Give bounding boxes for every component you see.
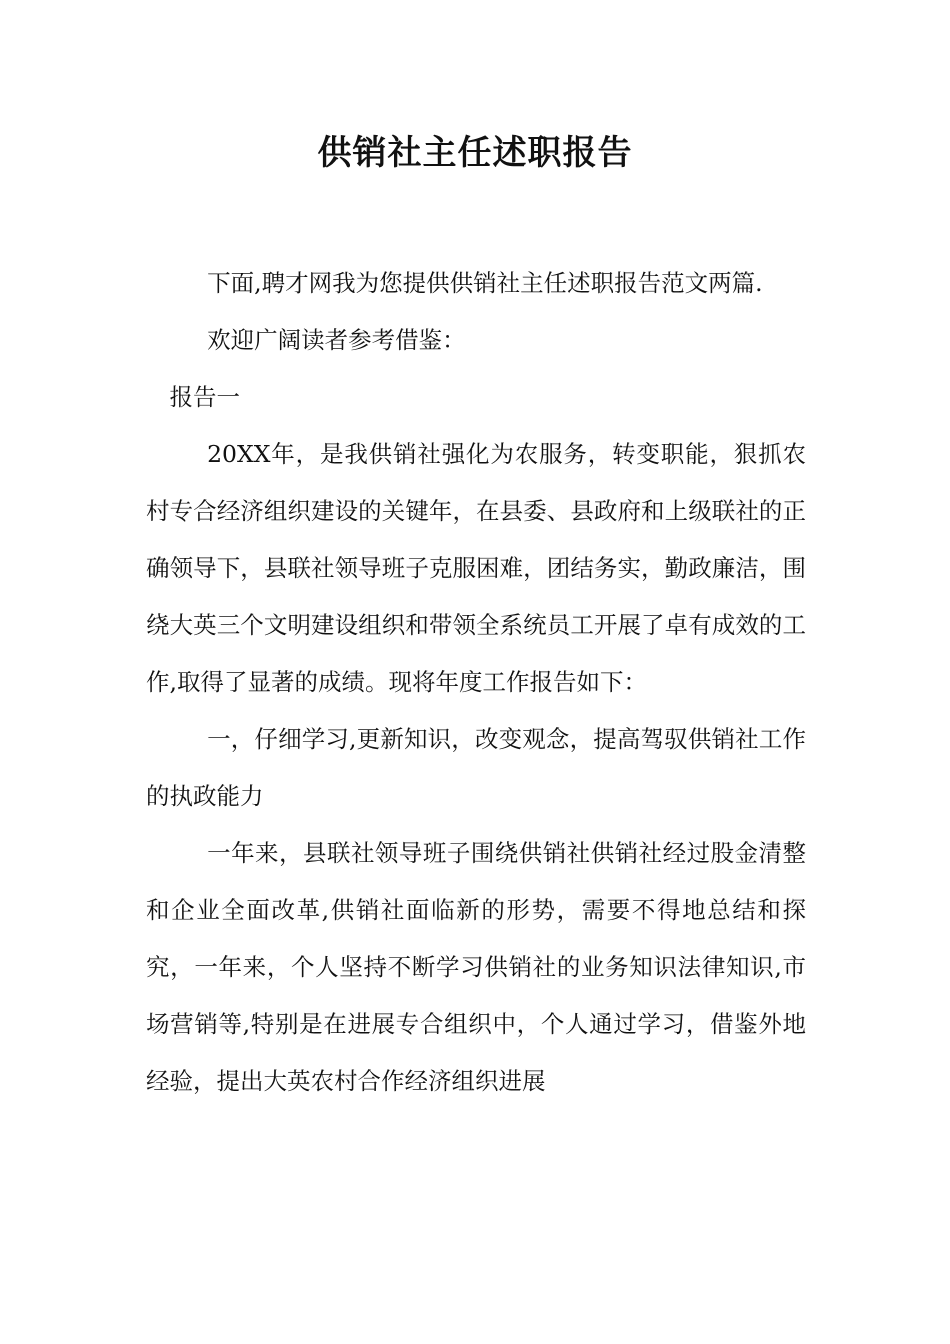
body-paragraph: 一年来，县联社领导班子围绕供销社供销社经过股金清整和企业全面改革,供销社面临新的形势，需要不得地总结和探究，一年来，个人坚持不断学习供销社的业务知识法律知识,市场营销等,特别是在进展专合组织中，个人通过学习，借鉴外地经验，提出大英农村合作经济组织进展 [146,839,806,1095]
document-title: 供销社主任述职报告 [317,133,633,173]
document-body [146,255,806,1110]
body-paragraph: 20XX年，是我供销社强化为农服务，转变职能，狠抓农村专合经济组织建设的关键年，在县委、县政府和上级联社的正确领导下，县联社领导班子克服困难，团结务实，勤政廉洁，围绕大英三个文明建设组织和带领全系统员工开展了卓有成效的工作,取得了显著的成绩。现将年度工作报告如下： [146,440,806,696]
section-heading: 一，仔细学习,更新知识，改变观念，提高驾驭供销社工作的执政能力 [146,725,806,810]
welcome-paragraph: 欢迎广阔读者参考借鉴： [207,326,466,354]
section-heading-report-one: 报告一 [169,383,240,411]
intro-paragraph: 下面,聘才网我为您提供供销社主任述职报告范文两篇. [207,269,763,297]
